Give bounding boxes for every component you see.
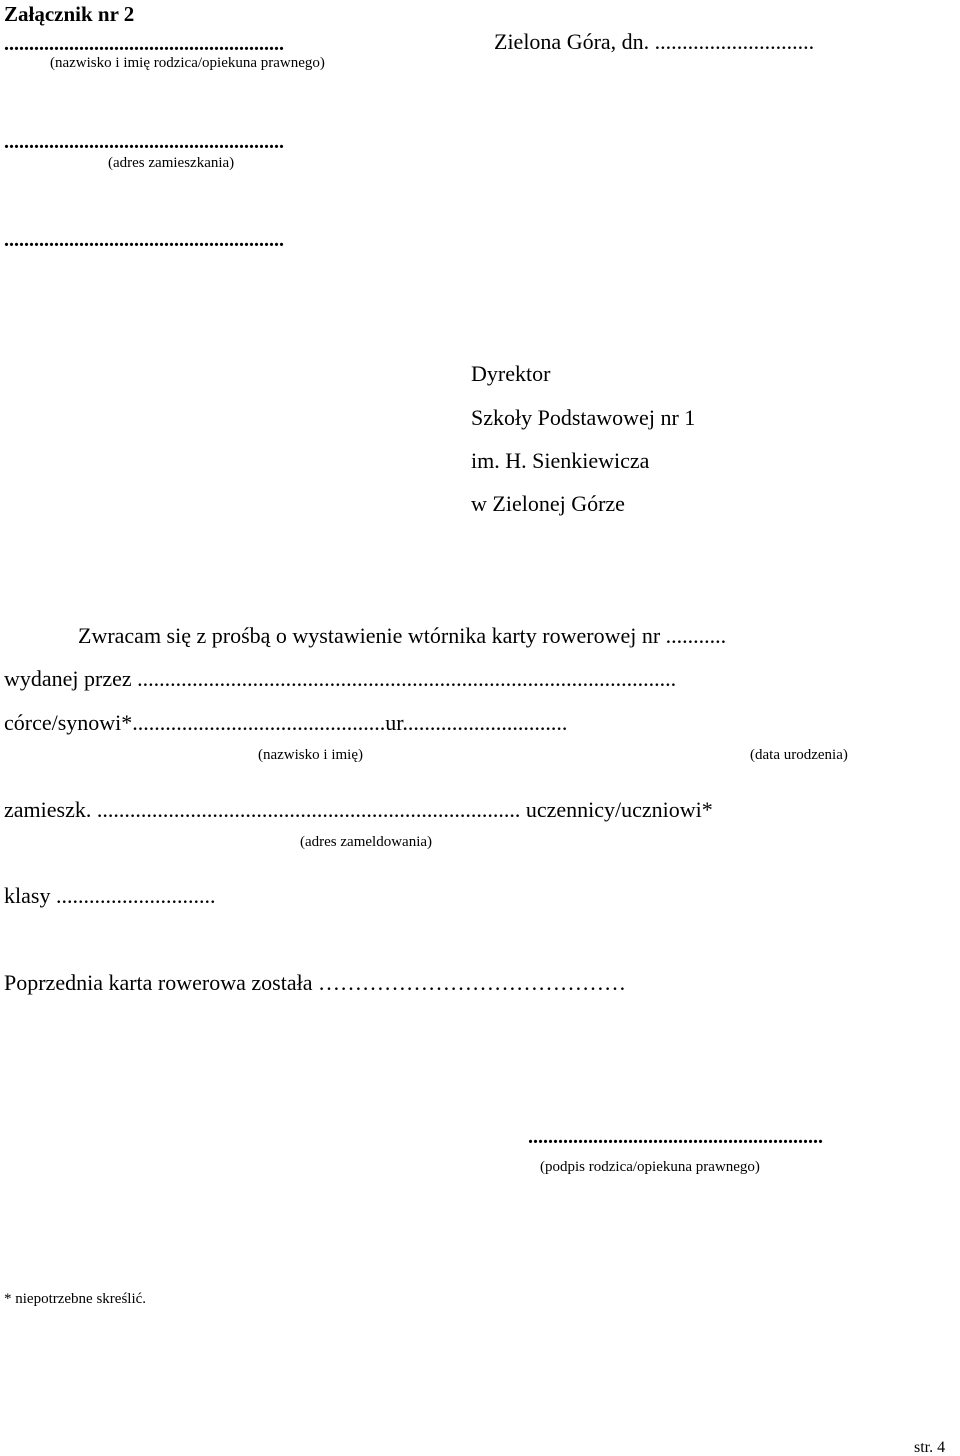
previous-card-line: Poprzednia karta rowerowa została …………………………………… xyxy=(4,970,626,995)
birth-date-caption: (data urodzenia) xyxy=(750,747,848,763)
request-line: Zwracam się z prośbą o wystawienie wtórnika karty rowerowej nr ........... xyxy=(78,623,727,648)
address-field-1[interactable]: ........................................................ xyxy=(4,131,284,153)
parent-name-caption: (nazwisko i imię rodzica/opiekuna prawnego) xyxy=(50,55,325,71)
addressee-line-2: Szkoły Podstawowej nr 1 xyxy=(471,405,696,430)
class-line: klasy ............................. xyxy=(4,883,216,908)
city-date-field[interactable]: Zielona Góra, dn. ............................. xyxy=(494,29,815,54)
registered-address-caption: (adres zameldowania) xyxy=(300,834,433,850)
address-caption: (adres zamieszkania) xyxy=(108,155,235,171)
signature-caption: (podpis rodzica/opiekuna prawnego) xyxy=(540,1159,760,1175)
parent-name-field[interactable]: ........................................................ xyxy=(4,33,284,55)
attachment-title: Załącznik nr 2 xyxy=(4,2,135,26)
issued-by-line: wydanej przez .................................................................................................. xyxy=(4,666,677,691)
residence-line: zamieszk. ............................................................................. uczennicy/uczniowi* xyxy=(4,797,713,822)
address-field-2[interactable]: ........................................................ xyxy=(4,229,284,251)
addressee-line-3: im. H. Sienkiewicza xyxy=(471,448,650,473)
child-name-caption: (nazwisko i imię) xyxy=(258,747,363,763)
page-number: str. 4 xyxy=(914,1439,946,1456)
footnote: * niepotrzebne skreślić. xyxy=(4,1291,147,1307)
child-line: córce/synowi*..............................................ur.............................. xyxy=(4,710,568,735)
addressee-line-4: w Zielonej Górze xyxy=(471,491,625,516)
addressee-line-1: Dyrektor xyxy=(471,361,551,386)
signature-field[interactable]: ........................................................... xyxy=(528,1126,823,1148)
